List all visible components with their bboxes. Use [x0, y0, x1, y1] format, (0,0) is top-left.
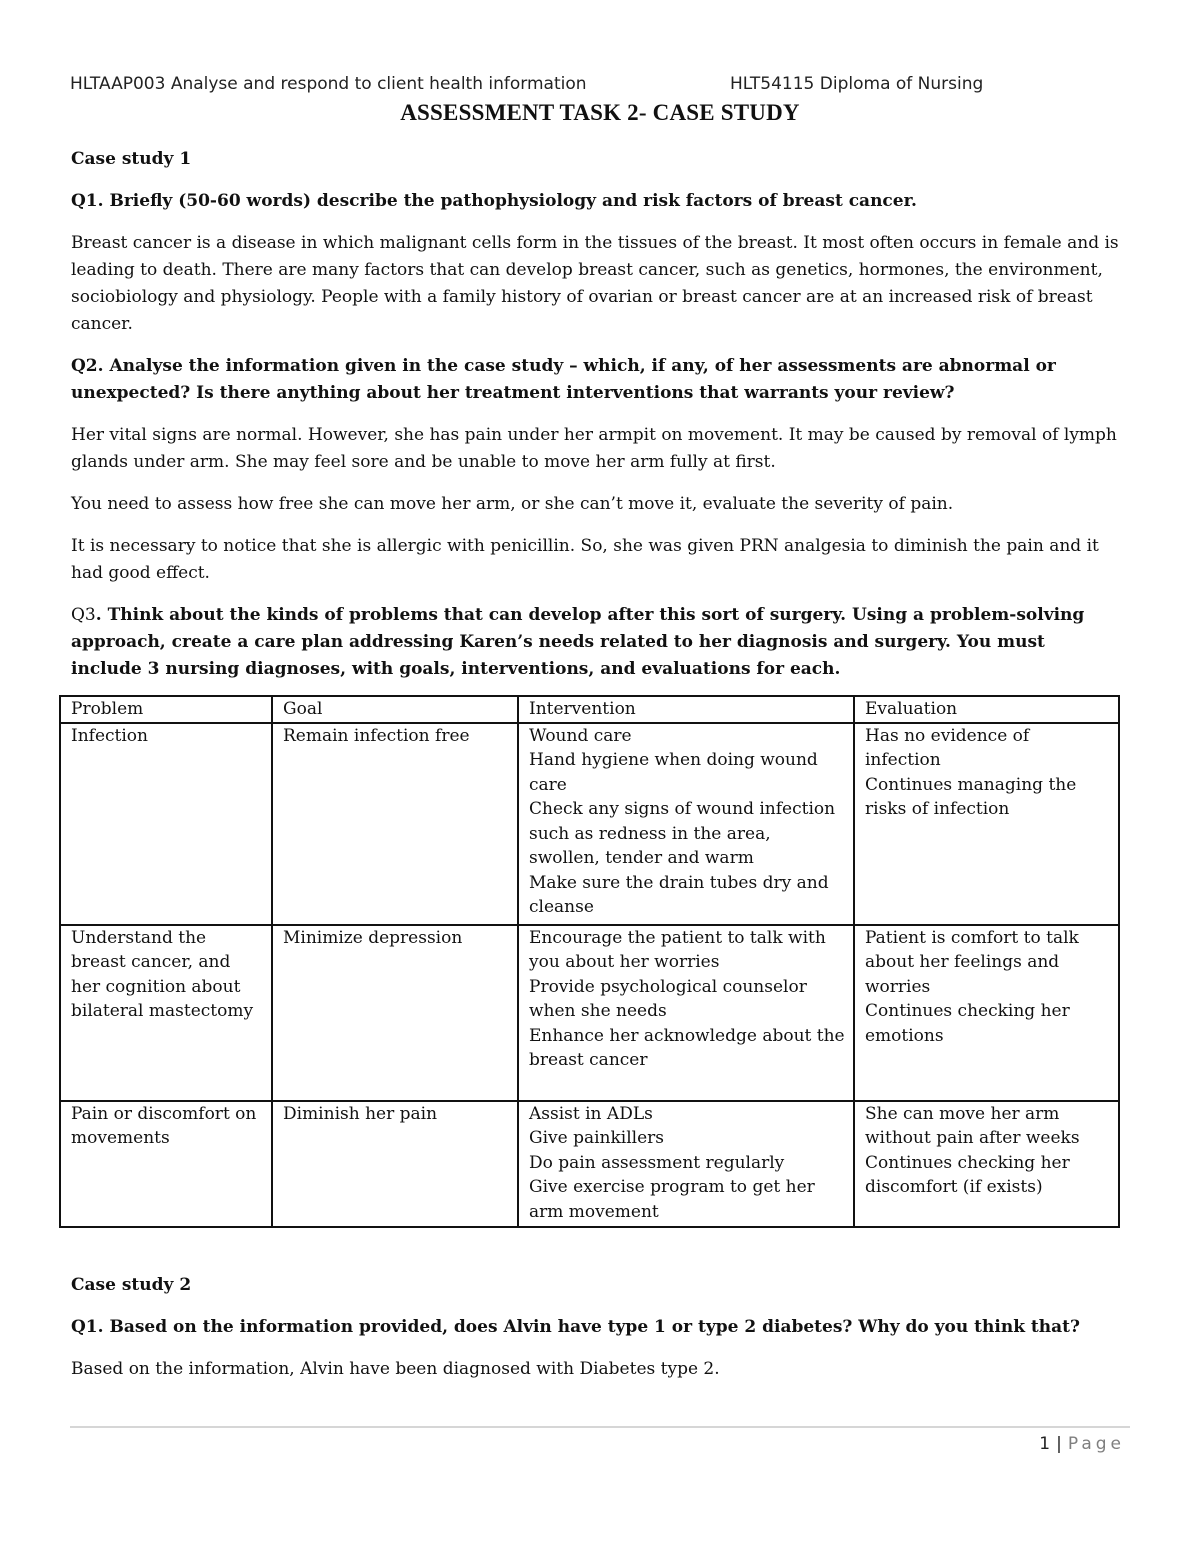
- case1-q2-question: Q2. Analyse the information given in the case study – which, if any, of her assessments are abnormal or unexpected? Is there anything about her treatment interventions that warrants your review?: [71, 356, 1056, 403]
- page-footer: [1039, 1434, 1125, 1454]
- table-header-row: [60, 696, 1119, 723]
- cell-problem: Pain or discomfort on movements: [60, 1101, 272, 1227]
- cell-evaluation: [854, 723, 1119, 925]
- care-plan-table: [59, 695, 1120, 1228]
- intervention-item: Make sure the drain tubes dry and cleanse: [529, 872, 829, 917]
- case1-q2-answer-1: Her vital signs are normal. However, she has pain under her armpit on movement. It may be caused by removal of lymph glands under arm. She may feel sore and be unable to move her arm fully at first.: [71, 425, 1117, 472]
- intervention-item: Hand hygiene when doing wound care: [529, 750, 818, 795]
- q3-prefix: Q3: [71, 605, 96, 625]
- intervention-item: Check any signs of wound infection such as redness in the area, swollen, tender and warm: [529, 799, 836, 868]
- case1-q1-question: Q1. Briefly (50-60 words) describe the pathophysiology and risk factors of breast cancer.: [71, 191, 917, 211]
- footer-divider: [70, 1426, 1130, 1428]
- cell-intervention: [518, 723, 854, 925]
- q3-text: . Think about the kinds of problems that can develop after this sort of surgery. Using a problem-solving approach, create a care plan addressing Karen’s needs related to her diagnosis and surgery. You must include 3 nursing diagnoses, with goals, interventions, and evaluations for each.: [71, 605, 1085, 679]
- page-title: ASSESSMENT TASK 2- CASE STUDY: [400, 100, 800, 125]
- header-course-title: HLT54115 Diploma of Nursing: [730, 74, 984, 94]
- case1-q2-answer-2: You need to assess how free she can move her arm, or she can’t move it, evaluate the severity of pain.: [71, 494, 954, 514]
- cell-intervention: [518, 925, 854, 1101]
- intervention-item: Encourage the patient to talk with you about her worries: [529, 927, 826, 972]
- footer-separator: |: [1056, 1434, 1062, 1454]
- evaluation-item: Has no evidence of infection: [865, 725, 1030, 770]
- case2-heading: Case study 2: [71, 1274, 192, 1295]
- intervention-item: Give exercise program to get her arm movement: [529, 1177, 815, 1222]
- cell-evaluation: [854, 925, 1119, 1101]
- page-number: 1: [1039, 1434, 1051, 1454]
- intervention-item: Enhance her acknowledge about the breast cancer: [529, 1025, 845, 1070]
- intervention-item: Provide psychological counselor when she needs: [529, 976, 807, 1021]
- cell-intervention: [518, 1101, 854, 1227]
- header-problem: Problem: [60, 696, 272, 723]
- cell-goal: Minimize depression: [272, 925, 518, 1101]
- header-unit-title: HLTAAP003 Analyse and respond to client health information: [70, 74, 587, 94]
- header-intervention: Intervention: [518, 696, 854, 723]
- intervention-item: Do pain assessment regularly: [529, 1152, 785, 1173]
- header-goal: Goal: [272, 696, 518, 723]
- table-row: [60, 723, 1119, 925]
- case1-q2-answer-3: It is necessary to notice that she is allergic with penicillin. So, she was given PRN analgesia to diminish the pain and it had good effect.: [71, 536, 1099, 583]
- case2-q1-answer: Based on the information, Alvin have been diagnosed with Diabetes type 2.: [71, 1358, 720, 1379]
- evaluation-item: Continues managing the risks of infection: [865, 774, 1077, 819]
- cell-goal: Diminish her pain: [272, 1101, 518, 1227]
- table-row: [60, 925, 1119, 1101]
- evaluation-item: Patient is comfort to talk about her feelings and worries: [865, 927, 1079, 997]
- cell-evaluation: [854, 1101, 1119, 1227]
- intervention-item: Give painkillers: [529, 1128, 665, 1148]
- evaluation-item: Continues checking her emotions: [865, 1001, 1070, 1046]
- case2-q1-question: Q1. Based on the information provided, does Alvin have type 1 or type 2 diabetes? Why do you think that?: [71, 1316, 1080, 1337]
- cell-goal: Remain infection free: [272, 723, 518, 925]
- evaluation-item: Continues checking her discomfort (if exists): [865, 1152, 1070, 1197]
- page-label: Page: [1067, 1434, 1125, 1454]
- table-row: [60, 1101, 1119, 1227]
- intervention-item: Assist in ADLs: [529, 1103, 653, 1124]
- case1-heading: Case study 1: [71, 149, 192, 169]
- header-evaluation: Evaluation: [854, 696, 1119, 723]
- intervention-item: Wound care: [529, 725, 632, 746]
- cell-problem: Understand the breast cancer, and her cognition about bilateral mastectomy: [60, 925, 272, 1101]
- evaluation-item: She can move her arm without pain after weeks: [865, 1103, 1080, 1148]
- case1-q3-question: [71, 602, 1119, 683]
- cell-problem: Infection: [60, 723, 272, 925]
- document-body: [71, 146, 1119, 1398]
- case1-q1-answer: Breast cancer is a disease in which malignant cells form in the tissues of the breast. It most often occurs in female and is leading to death. There are many factors that can develop breast cancer, such as genetics, hormones, the environment, sociobiology and physiology. People with a family history of ovarian or breast cancer are at an increased risk of breast cancer.: [71, 233, 1119, 334]
